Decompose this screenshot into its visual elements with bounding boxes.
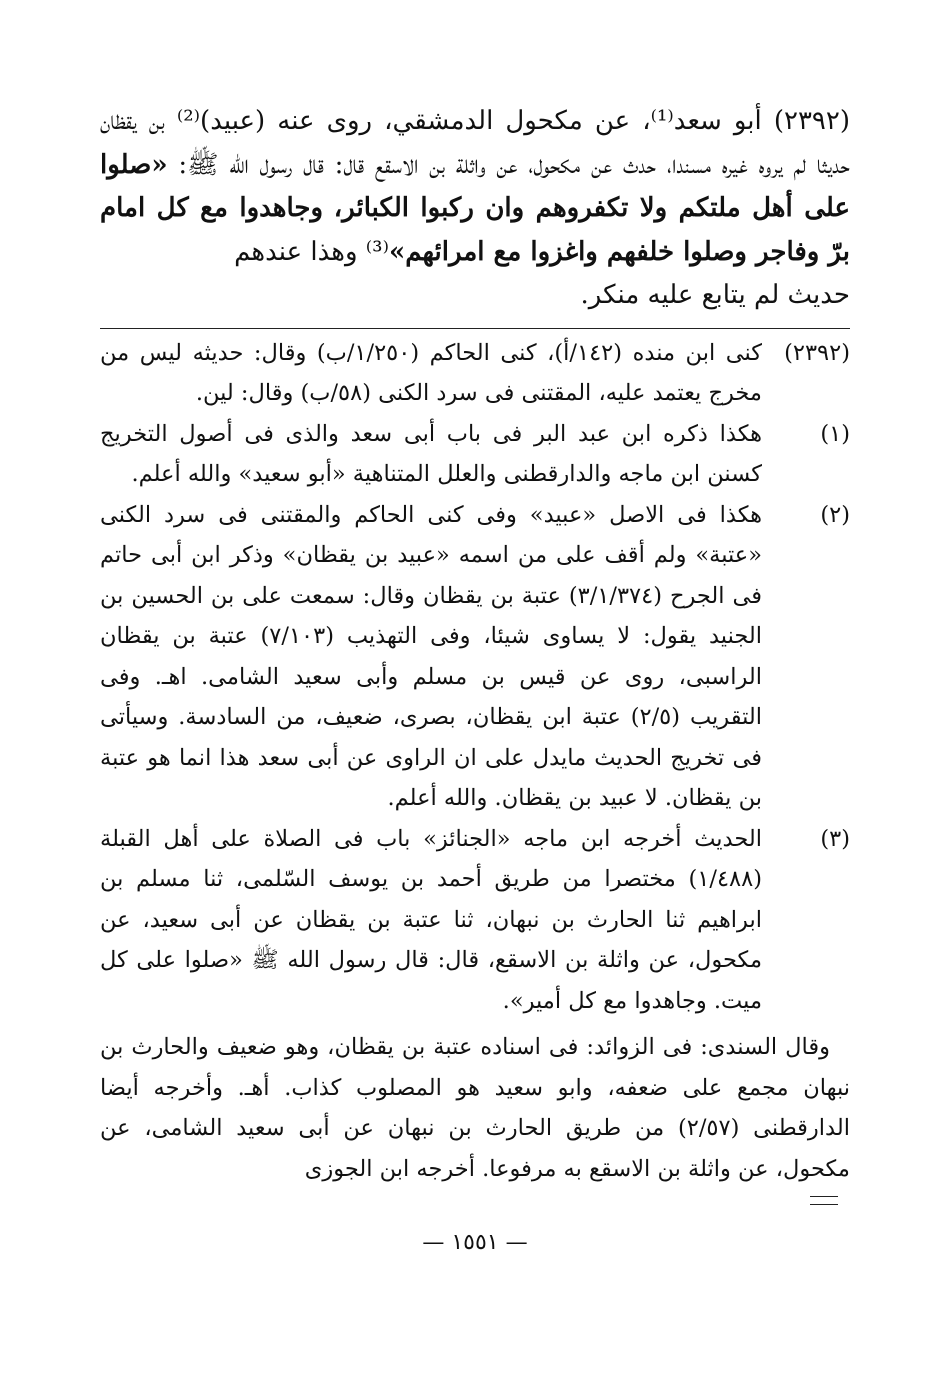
footnote-3 bbox=[100, 819, 850, 1022]
footnote-label: (٢) bbox=[820, 501, 850, 528]
footnote-label: (٣) bbox=[820, 825, 850, 852]
footnote-text: الحديث أخرجه ابن ماجه «الجنائز» باب فى الصلاة على أهل القبلة (١/٤٨٨) مختصرا من طريق أحمد بن يوسف السّلمى، ثنا مسلم بن ابراهيم ثنا الحارث بن نبهان، ثنا عتبة بن يقظان عن أبى سعيد، عن مكحول، عن واثلة بن الاسقع، قال: قال رسول الله ﷺ «صلوا على كل ميت. وجاهدوا مع كل أمير». bbox=[100, 825, 762, 1014]
footnote-text: هكذا ذكره ابن عبد البر فى باب أبى سعد والذى فى أصول التخريج كسنن ابن ماجه والدارقطنى والعلل المتناهية «أبو سعيد» والله أعلم. bbox=[100, 420, 762, 487]
entry-line-2: يقظان حديثا لم يروه غيره مسندا، حدث عن مكحول، عن واثلة بن الاسقع bbox=[100, 106, 851, 180]
footnotes-section bbox=[100, 333, 850, 1022]
entry-paragraph bbox=[100, 100, 850, 318]
entry-line-5: حديث لم يتابع عليه منكر. bbox=[580, 280, 850, 310]
document-page bbox=[100, 100, 850, 1280]
entry-line-3-prefix: قال: قال رسول الله ﷺ: bbox=[178, 149, 365, 180]
footnote-2 bbox=[100, 495, 850, 819]
page-number: — ١٥٥١ — bbox=[422, 1230, 528, 1255]
footnote-1 bbox=[100, 414, 850, 495]
commentary-line-2: والحارث بن نبهان مجمع على ضعفه، وابو سعيد هو المصلوب كذاب. أهـ. bbox=[100, 1034, 851, 1101]
commentary-line-3: وأخرجه أيضا الدارقطنى (٢/٥٧) من طريق الحارث بن نبهان عن أبى سعيد bbox=[100, 1074, 850, 1141]
continuation-mark bbox=[810, 1196, 838, 1205]
commentary-paragraph bbox=[100, 1027, 850, 1189]
entry-number: (٢٣٩٢) bbox=[773, 106, 850, 136]
entry-hadith-text-2: وجاهدوا مع كل امام برّ وفاجر وصلوا خلفهم واغزوا مع امرائهم» bbox=[100, 193, 850, 267]
footnote-divider bbox=[100, 328, 850, 329]
commentary-line-4: الشامى، عن مكحول، عن واثلة بن الاسقع به مرفوعا. أخرجه ابن الجوزى bbox=[100, 1115, 850, 1182]
entry-line-4-suffix: ⁽³⁾ وهذا عندهم bbox=[234, 236, 389, 267]
footnote-text: كنى ابن منده (١٤٢/أ)، كنى الحاكم (١/٢٥٠/ب) وقال: حديثه ليس من مخرج يعتمد عليه، المقتنى فى سرد الكنى (٥٨/ب) وقال: لين. bbox=[100, 339, 762, 406]
commentary-line-1: وقال السندى: فى الزوائد: فى اسناده عتبة بن يقظان، وهو ضعيف bbox=[216, 1034, 830, 1060]
entry-hadith-text-1: «صلوا على أهل ملتكم ولا تكفروهم وان ركبوا الكبائر، bbox=[100, 149, 850, 223]
footnote-text: هكذا فى الاصل «عبيد» وفى كنى الحاكم والمقتنى فى سرد الكنى «عتبة» ولم أقف على من اسمه «عبيد بن يقظان» وذكر ابن أبى حاتم فى الجرح (٣/١/٣٧٤) عتبة بن يقظان وقال: سمعت على بن الحسين بن الجنيد يقول: لا يساوى شيئا، وفى التهذيب (٧/١٠٣) عتبة بن يقظان الراسبى، روى عن قيس بن مسلم وأبى سعيد الشامى. اهـ. وفى التقريب (٢/٥) عتبة ابن يقظان، بصرى، ضعيف، من السادسة. وسيأتى فى تخريج الحديث مايدل على ان الراوى عن أبى سعد هذا انما هو عتبة بن يقظان. لا عبيد بن يقظان. والله أعلم. bbox=[100, 501, 763, 811]
footnote-label: (١) bbox=[820, 420, 850, 447]
entry-line-1: أبو سعد⁽¹⁾، عن مكحول الدمشقي، روى عنه (عبيد)⁽²⁾ بن bbox=[148, 106, 762, 136]
footnote-label: (٢٣٩٢) bbox=[784, 339, 850, 366]
footnote-entry bbox=[100, 333, 850, 414]
